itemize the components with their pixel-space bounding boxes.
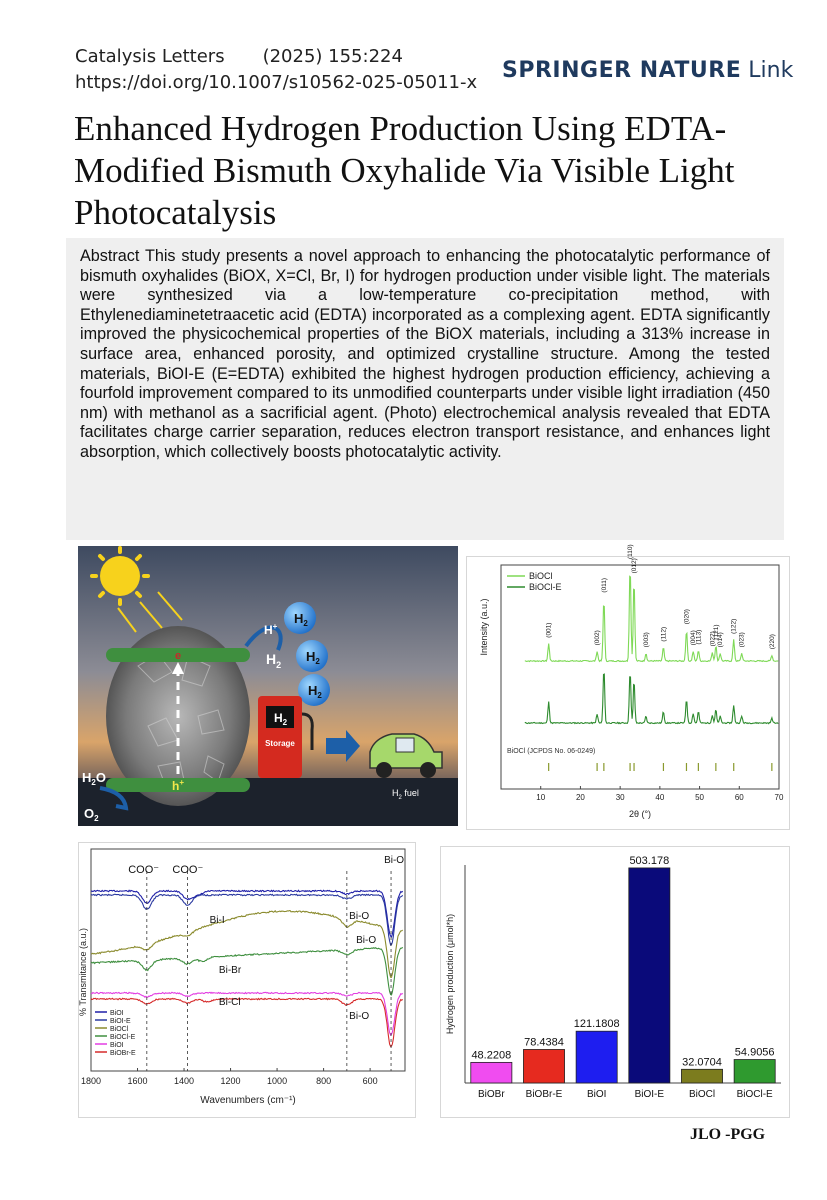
h2-product-sub: 2 bbox=[276, 660, 282, 670]
xrd-peak-label: (112) bbox=[660, 626, 668, 642]
ftir-annotation: COO⁻ bbox=[172, 864, 204, 876]
ftir-legend-label: BiOCl bbox=[110, 1026, 129, 1033]
bar-value-label: 503.178 bbox=[629, 854, 670, 867]
svg-text:H2O: $H_2O$ bbox=[82, 770, 106, 787]
fuel-label: H bbox=[392, 788, 399, 798]
svg-text:H2: $H_2$ bbox=[274, 711, 288, 727]
ftir-legend-label: BiOBr-E bbox=[110, 1050, 136, 1057]
svg-text:h+: h+ bbox=[171, 778, 185, 793]
h2-bubble-2 bbox=[296, 640, 328, 672]
sun-icon bbox=[92, 548, 148, 604]
brand-bold: SPRINGER NATURE bbox=[502, 58, 742, 83]
electron-label: e bbox=[174, 650, 182, 662]
bar-category-label: BiOBr bbox=[477, 1089, 505, 1100]
xrd-peak-label: (113) bbox=[695, 629, 703, 645]
proton-sup: + bbox=[272, 622, 278, 631]
xrd-peak-label: (011) bbox=[600, 577, 608, 593]
ftir-x-tick-label: 1400 bbox=[174, 1076, 195, 1086]
svg-text:H2: $H_2$ bbox=[294, 611, 308, 628]
fuel-label-rest: fuel bbox=[401, 788, 419, 798]
hole-label: h bbox=[171, 779, 180, 793]
ftir-x-tick-label: 1600 bbox=[127, 1076, 148, 1086]
ftir-series-3 bbox=[91, 947, 403, 995]
xrd-peak-label: (004) bbox=[690, 630, 698, 646]
ftir-legend-label: BiOI bbox=[110, 1010, 124, 1017]
ftir-x-tick-label: 1000 bbox=[267, 1076, 288, 1086]
journal-name: Catalysis Letters bbox=[75, 46, 225, 67]
ftir-legend-label: BiOI bbox=[110, 1042, 124, 1049]
journal-header bbox=[75, 44, 477, 96]
h2-product-label: H bbox=[266, 651, 277, 667]
ftir-x-tick-label: 600 bbox=[362, 1076, 378, 1086]
bar-category-label: BiOBr-E bbox=[525, 1089, 563, 1100]
bar-biobr-e bbox=[523, 1049, 564, 1083]
bar-category-label: BiOI bbox=[586, 1089, 607, 1100]
paper-title: Enhanced Hydrogen Production Using EDTA-Modified Bismuth Oxyhalide Via Visible Light Photocatalysis bbox=[74, 109, 735, 232]
svg-text:H2: $H_2$ bbox=[308, 683, 322, 700]
ftir-annotation: Bi-O bbox=[356, 935, 377, 946]
xrd-peak-label: (022) bbox=[709, 631, 717, 647]
bar-biocl-e bbox=[734, 1060, 775, 1083]
ftir-x-tick-label: 1200 bbox=[220, 1076, 241, 1086]
xrd-x-tick-label: 40 bbox=[655, 793, 665, 802]
xrd-x-tick-label: 70 bbox=[774, 793, 784, 802]
svg-text:O2: $O_2$ bbox=[84, 806, 99, 823]
xrd-x-tick-label: 10 bbox=[536, 793, 546, 802]
xrd-peak-label: (014) bbox=[717, 632, 725, 648]
xrd-reference-label: BiOCl (JCPDS No. 06-0249) bbox=[507, 748, 596, 755]
ftir-annotation: COO⁻ bbox=[128, 864, 160, 876]
xrd-peak-label: (012) bbox=[631, 558, 639, 574]
ftir-legend-label: BiOCl-E bbox=[110, 1034, 136, 1041]
ftir-series-5 bbox=[91, 998, 403, 1046]
xrd-legend-label: BiOCl bbox=[529, 571, 553, 581]
xrd-pattern-chart bbox=[466, 544, 790, 830]
ftir-plot-frame bbox=[91, 849, 405, 1071]
xrd-peak-label: (110) bbox=[627, 544, 635, 559]
xrd-x-tick-label: 50 bbox=[695, 793, 705, 802]
ftir-legend-label: BiOI-E bbox=[110, 1018, 131, 1025]
xrd-x-tick-label: 30 bbox=[615, 793, 625, 802]
bar-category-label: BiOI-E bbox=[634, 1089, 665, 1100]
water-label-rest: O bbox=[95, 770, 106, 785]
xrd-series-biocl bbox=[525, 576, 778, 661]
xrd-series-biocl-e bbox=[525, 674, 778, 724]
ftir-annotation: Bi-O bbox=[349, 1011, 370, 1022]
bar-value-label: 54.9056 bbox=[734, 1046, 775, 1059]
bar-bioi-e bbox=[629, 868, 670, 1083]
journal-issue: (2025) 155:224 bbox=[262, 46, 403, 67]
xrd-peak-label: (122) bbox=[730, 618, 738, 634]
svg-text:H2: $H_2$ bbox=[306, 649, 320, 666]
xrd-peak-label: (003) bbox=[642, 632, 650, 648]
oxygen-label: O bbox=[84, 806, 95, 821]
xrd-peak-label: (001) bbox=[545, 622, 553, 638]
bar-value-label: 48.2208 bbox=[471, 1049, 512, 1062]
xrd-peak-label: (023) bbox=[738, 632, 746, 648]
ftir-annotation: Bi-Cl bbox=[218, 997, 241, 1008]
bar-category-label: BiOCl bbox=[688, 1089, 716, 1100]
xrd-peak-label: (020) bbox=[683, 609, 691, 625]
xrd-x-tick-label: 20 bbox=[575, 793, 585, 802]
doi-link[interactable]: https://doi.org/10.1007/s10562-025-05011-x bbox=[75, 72, 478, 93]
ftir-annotation: Bi-O bbox=[384, 855, 405, 866]
xrd-x-axis-title: 2θ (°) bbox=[628, 809, 652, 819]
bar-category-label: BiOCl-E bbox=[736, 1089, 773, 1100]
proton-label: H bbox=[264, 623, 273, 637]
ftir-x-tick-label: 1800 bbox=[80, 1076, 102, 1086]
photocatalysis-illustration bbox=[78, 546, 458, 826]
xrd-legend-label: BiOCl-E bbox=[529, 582, 562, 592]
abstract-text: Abstract This study presents a novel approach to enhancing the photocatalytic performance of bismuth oxyhalides (BiOX, X=Cl, Br, I) for hydrogen production under visible light. The materials were synthesized via a low-temperature co-precipitation method, with Ethylenediaminetetraacetic acid (EDTA) incorporated as a complexing agent. EDTA significantly improved the physicochemical properties of the BiOX materials, including a 313% increase in surface area, enhanced porosity, and optimized crystalline structure. Among the tested materials, BiOI-E (E=EDTA) exhibited the highest hydrogen production efficiency, achieving a fourfold improvement compared to its unmodified counterparts under visible light irradiation (450 nm) with methanol as a sacrificial agent. (Photo) electrochemical analysis revealed that EDTA facilitates charge carrier separation, reduces electron transport resistance, and enhances light absorption, which collectively boosts photocatalytic activity. bbox=[80, 247, 770, 461]
h2-bubble-3 bbox=[298, 674, 330, 706]
hydrogen-production-bar-chart bbox=[440, 846, 790, 1118]
brand-light: Link bbox=[748, 58, 794, 83]
storage-label: Storage bbox=[265, 739, 295, 748]
h2-bubble-1 bbox=[284, 602, 316, 634]
svg-text:e bbox=[175, 650, 181, 662]
ftir-spectrum-chart bbox=[78, 842, 416, 1118]
ftir-annotation: Bi-Br bbox=[218, 965, 242, 976]
ftir-y-axis-title: % Transmitance (a.u.) bbox=[78, 927, 88, 1017]
footer-initials: JLO -PGG bbox=[690, 1126, 766, 1143]
bar-y-axis-title: Hydrogen production (μmol*h) bbox=[445, 913, 455, 1035]
xrd-plot-frame bbox=[501, 565, 779, 789]
svg-text:H2 fuel: $H_2$ fuel bbox=[392, 788, 419, 801]
bar-value-label: 121.1808 bbox=[573, 1018, 620, 1031]
xrd-peak-label: (121) bbox=[712, 624, 720, 640]
bar-value-label: 78.4384 bbox=[524, 1036, 564, 1049]
ftir-annotation: Bi-I bbox=[209, 915, 225, 926]
ftir-annotation: Bi-O bbox=[349, 911, 370, 922]
ftir-x-axis-title: Wavenumbers (cm⁻¹) bbox=[200, 1095, 296, 1106]
water-label: H bbox=[82, 770, 92, 785]
bar-biobr bbox=[471, 1062, 512, 1083]
xrd-x-tick-label: 60 bbox=[734, 793, 744, 802]
bar-biocl bbox=[681, 1069, 722, 1083]
springer-nature-link-logo[interactable] bbox=[502, 58, 793, 83]
xrd-y-axis-title: Intensity (a.u.) bbox=[479, 598, 489, 656]
bar-value-label: 32.0704 bbox=[682, 1056, 722, 1069]
bar-bioi bbox=[576, 1031, 617, 1083]
ftir-x-tick-label: 800 bbox=[316, 1076, 332, 1086]
xrd-peak-label: (002) bbox=[594, 630, 602, 646]
xrd-peak-label: (220) bbox=[768, 634, 776, 650]
